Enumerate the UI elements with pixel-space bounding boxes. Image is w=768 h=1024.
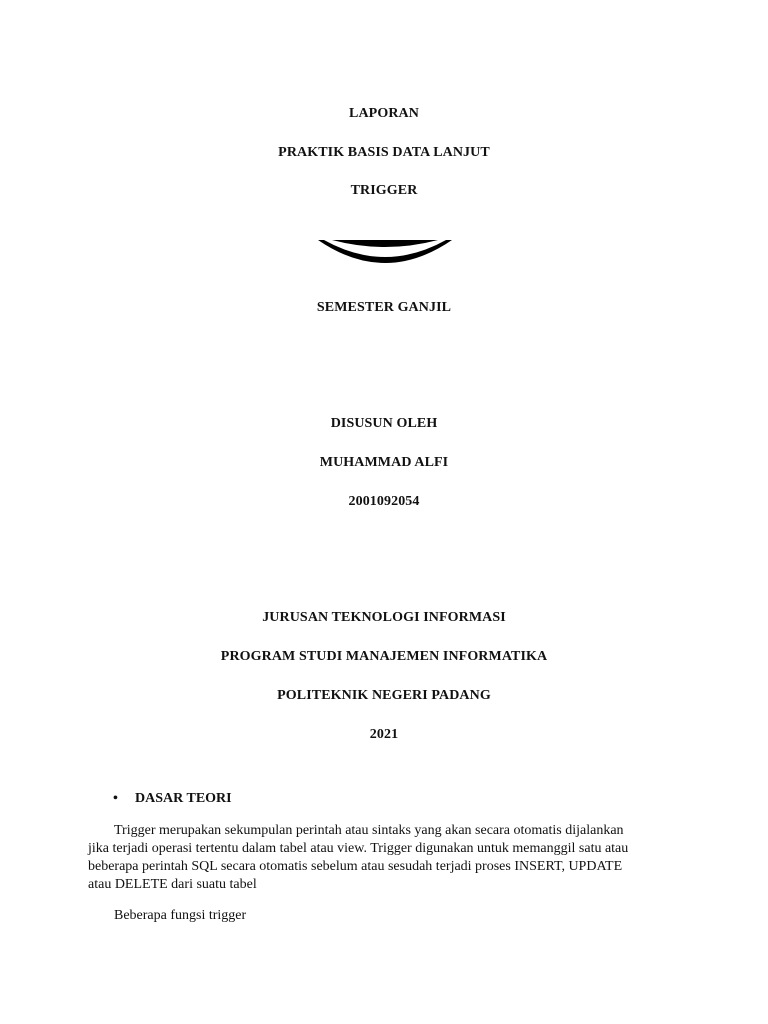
institution-name: POLITEKNIK NEGERI PADANG: [277, 688, 491, 703]
compiled-by-label: DISUSUN OLEH: [330, 416, 438, 431]
bullet-icon: •: [113, 791, 118, 806]
semester-label: SEMESTER GANJIL: [316, 300, 452, 315]
subtext-line: Beberapa fungsi trigger: [114, 908, 247, 923]
course-title: PRAKTIK BASIS DATA LANJUT: [278, 145, 490, 160]
section-heading: DASAR TEORI: [135, 791, 232, 806]
institution-logo-icon: [312, 236, 458, 270]
section-heading-row: [113, 790, 232, 808]
department-name: JURUSAN TEKNOLOGI INFORMASI: [262, 610, 506, 625]
paragraph-line: Trigger merupakan sekumpulan perintah atau sintaks yang akan secara otomatis dijalankan: [114, 823, 624, 838]
topic-title: TRIGGER: [350, 183, 418, 198]
author-name: MUHAMMAD ALFI: [319, 455, 449, 470]
study-program-name: PROGRAM STUDI MANAJEMEN INFORMATIKA: [220, 649, 548, 664]
paragraph-line: jika terjadi operasi tertentu dalam tabel atau view. Trigger digunakan untuk memanggil satu atau: [88, 841, 629, 856]
student-id: 2001092054: [348, 494, 420, 509]
paragraph-line: beberapa perintah SQL secara otomatis sebelum atau sesudah terjadi proses INSERT, UPDATE: [88, 859, 623, 874]
report-label: LAPORAN: [349, 106, 419, 121]
paragraph-line: atau DELETE dari suatu tabel: [88, 877, 257, 892]
year-label: 2021: [369, 727, 399, 742]
